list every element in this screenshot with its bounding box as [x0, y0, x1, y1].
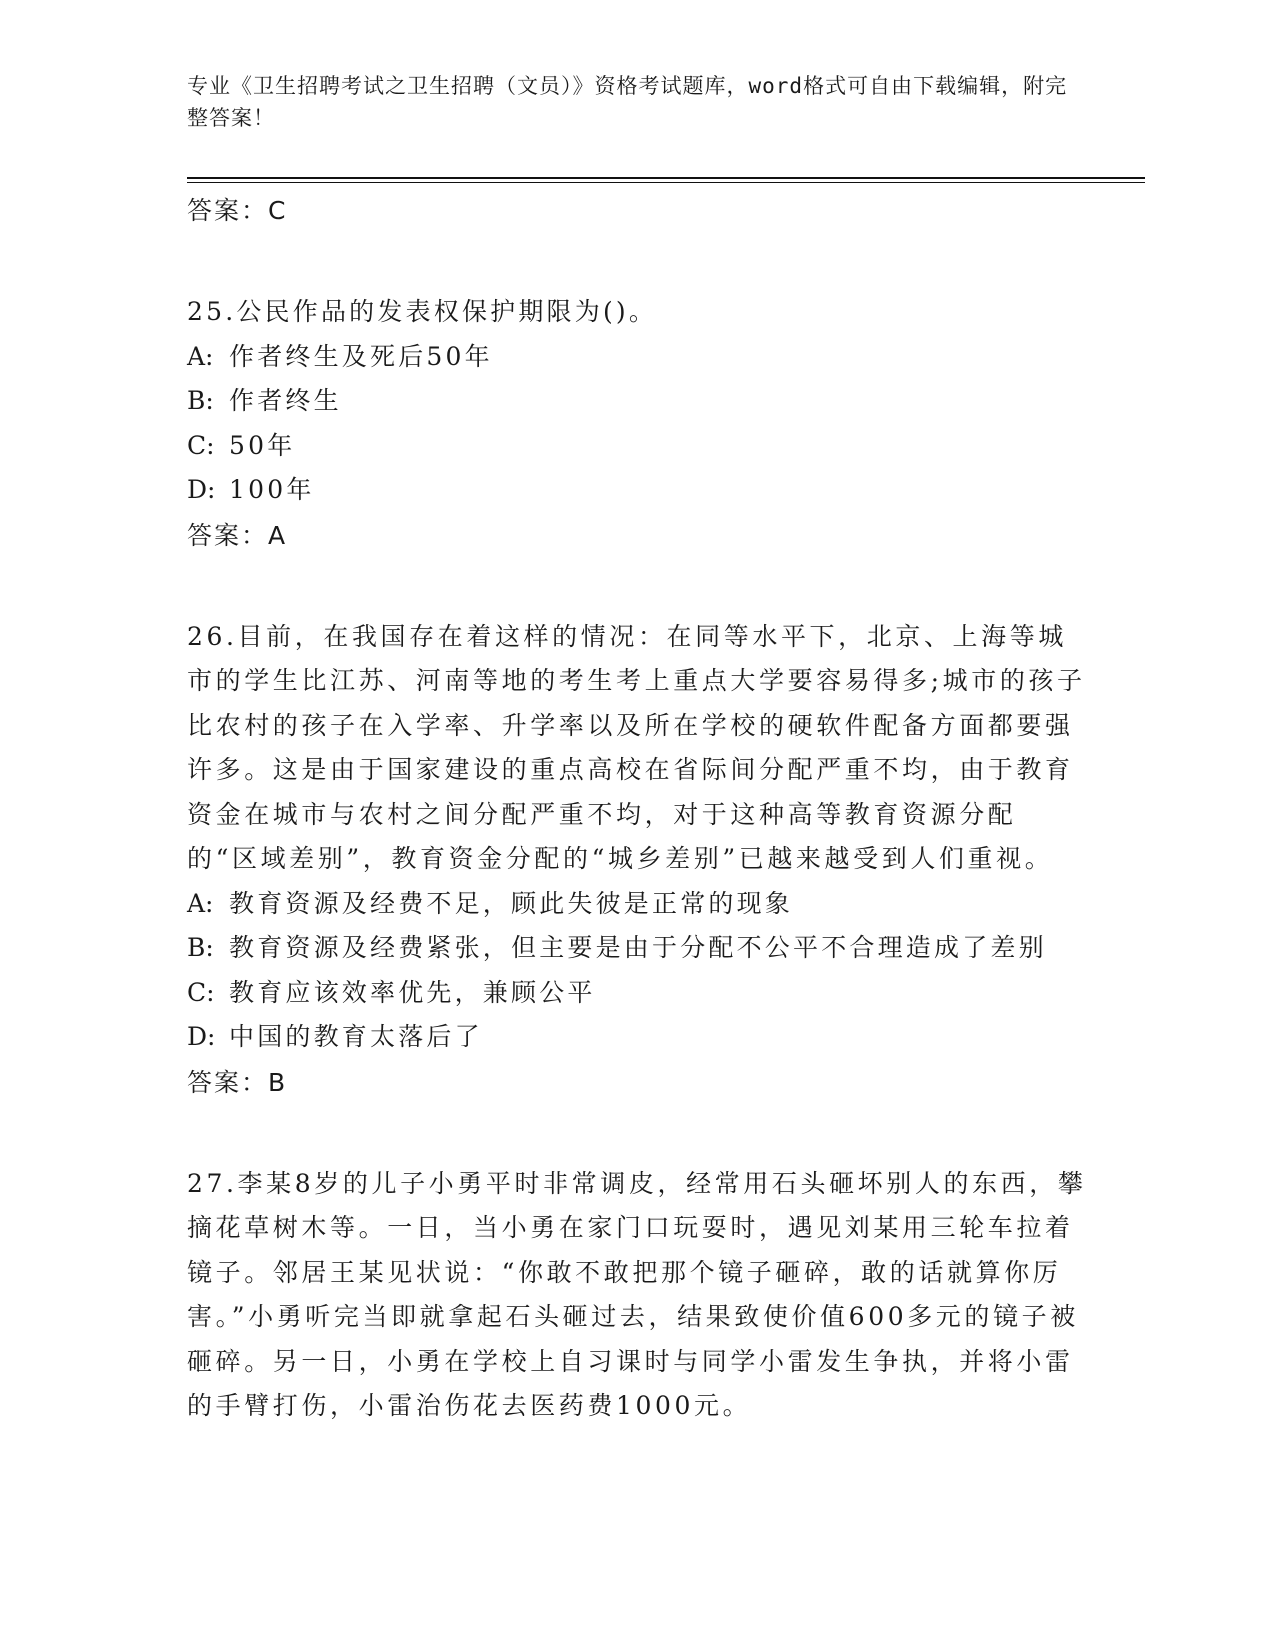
option-text: 中国的教育太落后了 — [229, 1022, 483, 1051]
document-header — [187, 70, 1087, 134]
question-text: 25.公民作品的发表权保护期限为()。 — [187, 297, 658, 326]
answer-26: 答案：B — [187, 1067, 288, 1097]
option-b — [187, 926, 1087, 971]
answer-25: 答案：A — [187, 520, 288, 550]
option-b — [187, 379, 1087, 424]
option-a — [187, 882, 1087, 927]
option-text: 作者终生及死后50年 — [229, 341, 493, 371]
option-text: 100年 — [229, 475, 315, 504]
option-text: 教育应该效率优先，兼顾公平 — [229, 977, 596, 1007]
spacer — [187, 234, 1087, 278]
spacer — [187, 1106, 1087, 1150]
spacer — [187, 559, 1087, 603]
option-letter: D: — [187, 475, 216, 504]
option-d — [187, 468, 1087, 513]
option-text: 教育资源及经费不足，顾此失彼是正常的现象 — [229, 888, 794, 918]
header-rule-thin — [187, 182, 1145, 183]
document-body — [187, 188, 1087, 1429]
option-letter: D: — [187, 1022, 216, 1051]
option-c — [187, 424, 1087, 469]
option-text: 作者终生 — [229, 386, 342, 415]
option-letter: C: — [187, 977, 215, 1007]
option-letter: B: — [187, 386, 214, 415]
option-letter: C: — [187, 430, 215, 460]
option-c — [187, 971, 1087, 1016]
header-text: 专业《卫生招聘考试之卫生招聘（文员）》资格考试题库，word格式可自由下载编辑，附完整答案！ — [187, 74, 1068, 130]
header-rule-thick — [187, 177, 1145, 179]
option-letter: A: — [187, 888, 214, 918]
option-text: 50年 — [229, 430, 296, 460]
option-d — [187, 1015, 1087, 1060]
question-27 — [187, 1162, 1087, 1429]
question-25 — [187, 290, 1087, 559]
question-text: 27.李某8岁的儿子小勇平时非常调皮，经常用石头砸坏别人的东西，攀摘花草树木等。一日，当小勇在家门口玩耍时，遇见刘某用三轮车拉着镜子。邻居王某见状说：“你敢不敢把那个镜子砸碎，敢的话就算你厉害。”小勇听完当即就拿起石头砸过去，结果致使价值600多元的镜子被砸碎。另一日，小勇在学校上自习课时与同学小雷发生争执，并将小雷的手臂打伤，小雷治伤花去医药费1000元。 — [187, 1168, 1087, 1420]
prev-answer: 答案：C — [187, 196, 288, 225]
option-letter: B: — [187, 933, 214, 962]
question-text: 26.目前，在我国存在着这样的情况：在同等水平下，北京、上海等城市的学生比江苏、河南等地的考生考上重点大学要容易得多;城市的孩子比农村的孩子在入学率、升学率以及所在学校的硬软件配备方面都要强许多。这是由于国家建设的重点高校在省际间分配严重不均，由于教育资金在城市与农村之间分配严重不均，对于这种高等教育资源分配的“区域差别”，教育资金分配的“城乡差别”已越来越受到人们重视。 — [187, 621, 1086, 873]
question-26 — [187, 615, 1087, 1106]
option-a — [187, 335, 1087, 380]
option-letter: A: — [187, 341, 214, 371]
option-text: 教育资源及经费紧张，但主要是由于分配不公平不合理造成了差别 — [229, 933, 1047, 962]
